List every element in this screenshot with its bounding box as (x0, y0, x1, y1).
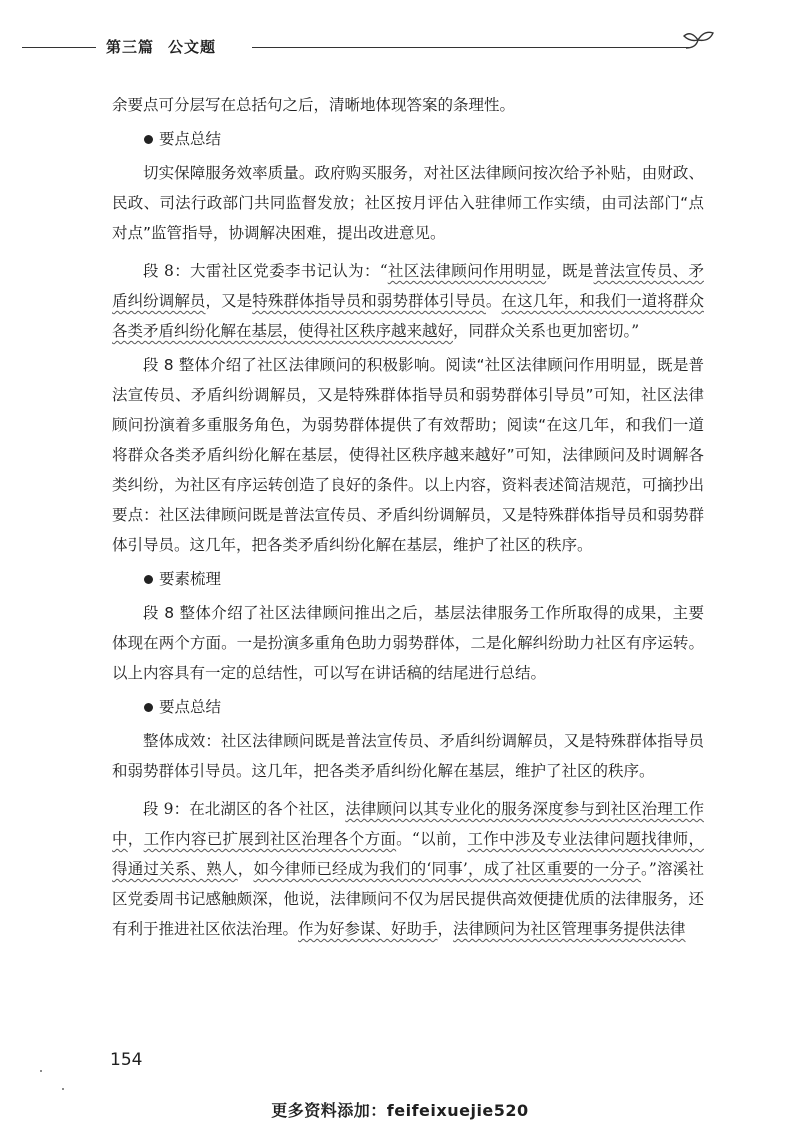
q9-text-1: ， (127, 830, 144, 848)
q9-underlined-1: 法律顾问以其专业化的服务深度参与到社区治理工作中 (112, 800, 704, 848)
q8-text-2: ，又是 (205, 292, 253, 310)
bullet-heading-summary-2 (112, 692, 704, 722)
bullet-heading-elements (112, 564, 704, 594)
bullet-icon (144, 703, 153, 712)
quoted-material-section-9 (112, 794, 704, 944)
q8-text-3: 。 (485, 292, 502, 310)
page-number: 154 (110, 1050, 143, 1070)
q9-underlined-4: 如今律师已经成为我们的‘同事’，成了社区重要的一分子 (253, 860, 641, 878)
q9-underlined-2: 工作内容已扩展到社区治理各个方面 (143, 830, 397, 848)
header-section: 公文题 (168, 38, 217, 56)
q9-underlined-5: 作为好参谋、好助手 (298, 920, 438, 938)
q9-text-3: ， (237, 860, 254, 878)
paragraph-summary-overall-results: 整体成效：社区法律顾问既是普法宣传员、矛盾纠纷调解员，又是特殊群体指导员和弱势群体引导员。这几年，把各类矛盾纠纷化解在基层，维护了社区的秩序。 (112, 732, 704, 780)
scan-speck (62, 1088, 64, 1090)
q9-text-5: ， (437, 920, 454, 938)
header-rule-right (252, 47, 690, 48)
header-title (106, 36, 216, 57)
page-body (112, 90, 704, 944)
paragraph-elements-section-8: 段 8 整体介绍了社区法律顾问推出之后，基层法律服务工作所取得的成果，主要体现在两个方面。一是扮演多重角色助力弱势群体，二是化解纠纷助力社区有序运转。以上内容具有一定的总结性，可以写在讲话稿的结尾进行总结。 (112, 604, 704, 682)
q9-lead: 段 9：在北湖区的各个社区， (143, 800, 346, 818)
bullet-label: 要点总结 (159, 698, 222, 716)
bullet-heading-summary-1 (112, 124, 704, 154)
q8-underlined-1: 社区法律顾问作用明显 (387, 262, 547, 280)
bullet-icon (144, 135, 153, 144)
q9-text-2: 。“以前， (396, 830, 468, 848)
header-part: 第三篇 (106, 38, 155, 56)
sprout-icon (682, 28, 716, 58)
q8-underlined-4: 在这几年，和我们一道将群众各类矛盾纠纷化解在基层，使得社区秩序越来越好 (112, 292, 704, 340)
running-header (0, 26, 800, 66)
q8-text-1: ，既是 (546, 262, 594, 280)
q9-text-4: 。”溶溪社区党委周书记感触颇深，他说，法律顾问不仅为居民提供高效便捷优质的法律服务，还有利于推进社区依法治理。 (112, 860, 704, 938)
paragraph-summary-service-quality: 切实保障服务效率质量。政府购买服务，对社区法律顾问按次给予补贴，由财政、民政、司法行政部门共同监督发放；社区按月评估入驻律师工作实绩，由司法部门“点对点”监管指导，协调解决困难，提出改进意见。 (112, 164, 704, 242)
q9-underlined-3: 工作中涉及专业法律问题找律师，得通过关系、熟人 (112, 830, 704, 878)
paragraph-continuation: 余要点可分层写在总括句之后，清晰地体现答案的条理性。 (112, 96, 516, 114)
bullet-icon (144, 575, 153, 584)
q8-underlined-3: 特殊群体指导员和弱势群体引导员 (252, 292, 486, 310)
header-rule-left (22, 47, 96, 48)
q8-text-4: ，同群众关系也更加密切。” (453, 322, 640, 340)
q8-underlined-2: 普法宣传员、矛盾纠纷调解员 (112, 262, 704, 310)
quoted-material-section-8 (112, 256, 704, 346)
q8-lead: 段 8：大雷社区党委李书记认为：“ (143, 262, 388, 280)
q9-underlined-6: 法律顾问为社区管理事务提供法律 (453, 920, 686, 938)
footer-note: 更多资料添加：feifeixuejie520 (271, 1101, 529, 1120)
bullet-label: 要素梳理 (159, 570, 222, 588)
paragraph-analysis-section-8: 段 8 整体介绍了社区法律顾问的积极影响。阅读“社区法律顾问作用明显，既是普法宣传员、矛盾纠纷调解员，又是特殊群体指导员和弱势群体引导员”可知，社区法律顾问扮演着多重服务角色，为弱势群体提供了有效帮助；阅读“在这几年，和我们一道将群众各类矛盾纠纷化解在基层，使得社区秩序越来越好”可知，法律顾问及时调解各类纠纷，为社区有序运转创造了良好的条件。以上内容，资料表述简洁规范，可摘抄出要点：社区法律顾问既是普法宣传员、矛盾纠纷调解员，又是特殊群体指导员和弱势群体引导员。这几年，把各类矛盾纠纷化解在基层，维护了社区的秩序。 (112, 356, 704, 554)
scan-speck (40, 1070, 42, 1072)
bullet-label: 要点总结 (159, 130, 222, 148)
